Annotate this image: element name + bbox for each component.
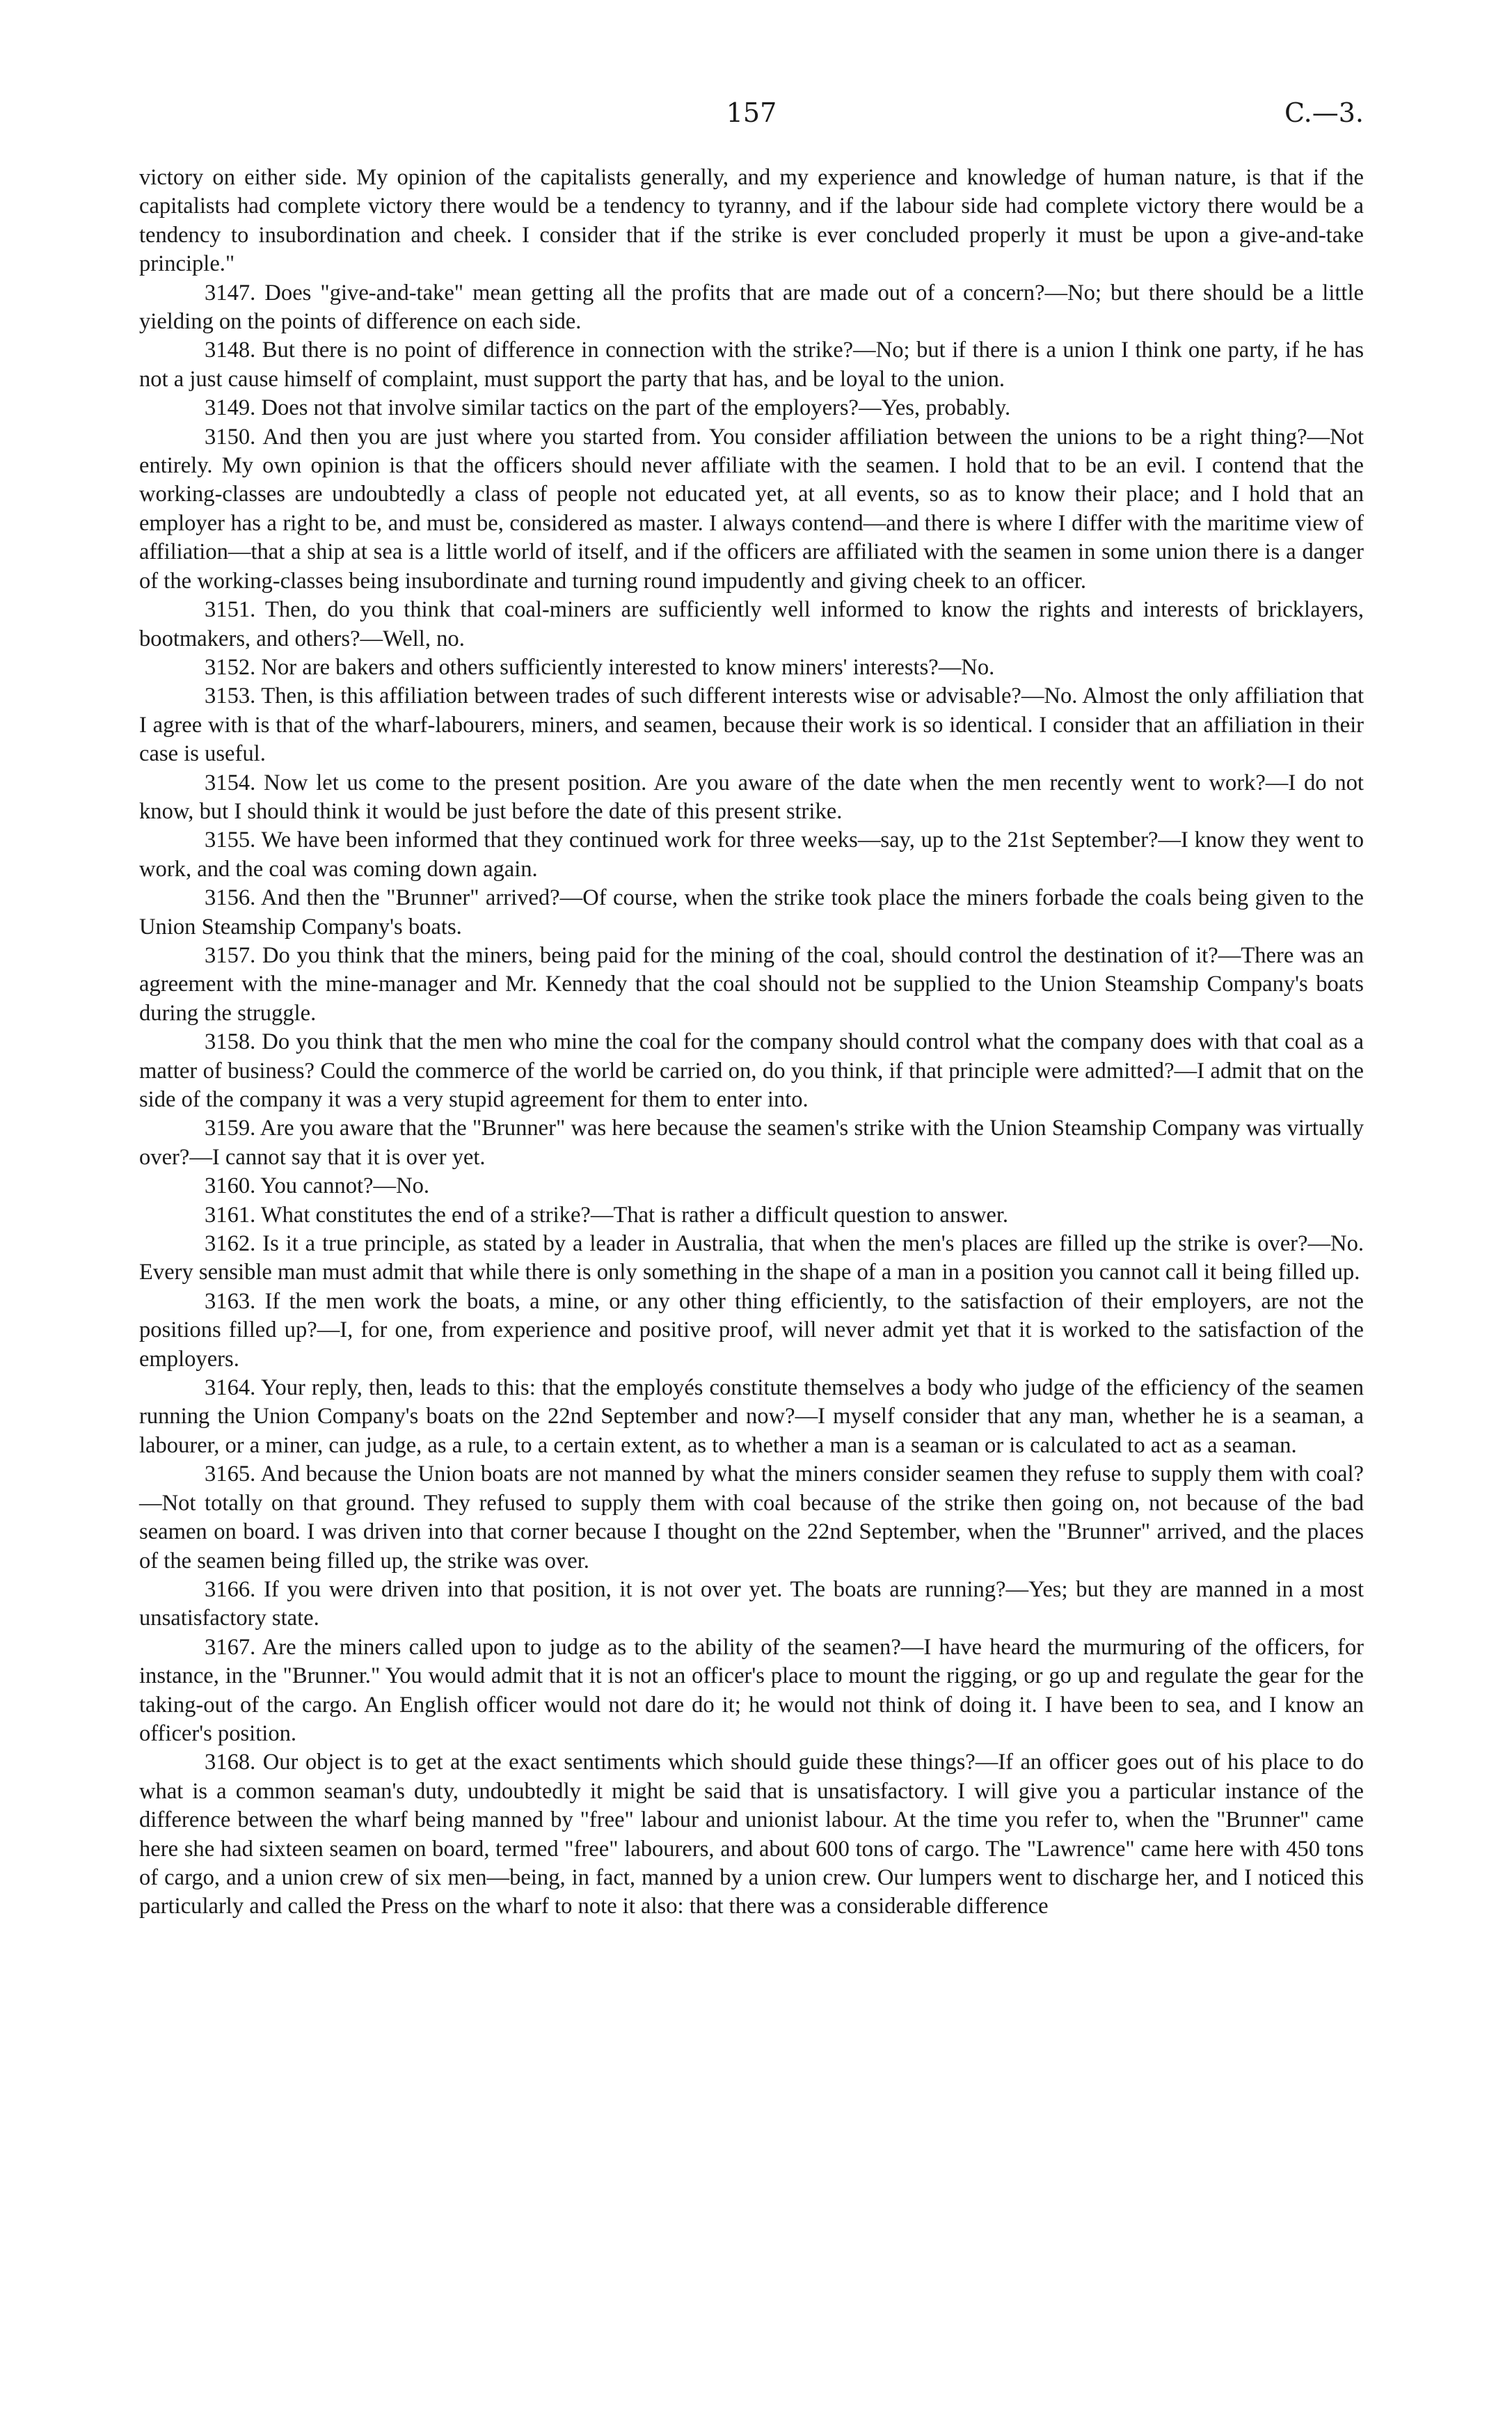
question-3165: 3165. And because the Union boats are not manned by what the miners consider seamen they refuse to supply them with coal?—Not totally on that ground. They refused to supply them with coal because of the strike then going on, not because of the bad seamen on board. I was driven into that corner because I thought on the 22nd September, when the "Brunner" arrived, and the places of the seamen being filled up, the strike was over. — [139, 1461, 1364, 1574]
question-3158: 3158. Do you think that the men who mine the coal for the company should control what the company does with that coal as a matter of business? Could the commerce of the world be carried on, do you think, if that principle were admitted?—I admit that on the side of the company it was a very stupid agreement for them to enter into. — [139, 1029, 1364, 1112]
question-3160: 3160. You cannot?—No. — [205, 1173, 430, 1199]
question-3152: 3152. Nor are bakers and others sufficiently interested to know miners' interests?—No. — [205, 654, 995, 680]
document-reference: C.—3. — [1284, 97, 1364, 128]
question-3154: 3154. Now let us come to the present position. Are you aware of the date when the men recently went to work?—I do not know, but I should think it would be just before the date of this present strike. — [139, 770, 1364, 824]
question-3151: 3151. Then, do you think that coal-miners are sufficiently well informed to know the rights and interests of bricklayers, bootmakers, and others?—Well, no. — [139, 597, 1364, 651]
question-3148: 3148. But there is no point of difference in connection with the strike?—No; but if there is a union I think one party, if he has not a just cause himself of complaint, must support the party that has, and be loyal to the union. — [139, 338, 1364, 392]
page-number: 157 — [726, 97, 777, 128]
question-3157: 3157. Do you think that the miners, being paid for the mining of the coal, should control the destination of it?—There was an agreement with the mine-manager and Mr. Kennedy that the coal should not be supplied to the Union Steamship Company's boats during the struggle. — [139, 942, 1364, 1026]
question-3149: 3149. Does not that involve similar tactics on the part of the employers?—Yes, probably. — [205, 395, 1011, 421]
question-3166: 3166. If you were driven into that position, it is not over yet. The boats are running?—Yes; but they are manned in a most unsatisfactory state. — [139, 1576, 1364, 1631]
question-3155: 3155. We have been informed that they continued work for three weeks—say, up to the 21st September?—I know they went to work, and the coal was coming down again. — [139, 827, 1364, 882]
question-3168: 3168. Our object is to get at the exact sentiments which should guide these things?—If an officer goes out of his place to do what is a common seaman's duty, undoubtedly it might be said that is unsatisfactory. I will give you a particular instance of the difference between the wharf being manned by "free" labour and unionist labour. At the time you refer to, when the "Brunner" came here she had sixteen seamen on board, termed "free" labourers, and about 600 tons of cargo. The "Lawrence" came here with 450 tons of cargo, and a union crew of six men—being, in fact, manned by a union crew. Our lumpers went to discharge her, and I noticed this particularly and called the Press on the wharf to note it also: that there was a considerable difference — [139, 1750, 1364, 1919]
question-3156: 3156. And then the "Brunner" arrived?—Of course, when the strike took place the miners forbade the coals being given to the Union Steamship Company's boats. — [139, 885, 1364, 940]
page-header — [139, 97, 1364, 139]
question-3164: 3164. Your reply, then, leads to this: that the employés constitute themselves a body who judge of the efficiency of the seamen running the Union Company's boats on the 22nd September and now?—I myself consider that any man, whether he is a seaman, a labourer, or a miner, can judge, as a rule, to a certain extent, as to whether a man is a seaman or is calculated to act as a seaman. — [139, 1375, 1364, 1458]
paragraph-continuation: victory on either side. My opinion of the capitalists generally, and my experience and knowledge of human nature, is that if the capitalists had complete victory there would be a tendency to tyranny, and if the labour side had complete victory there would be a tendency to insubordination and cheek. I consider that if the strike is ever concluded properly it must be upon a give-and-take principle." — [139, 165, 1364, 277]
question-3150: 3150. And then you are just where you started from. You consider affiliation between the unions to be a right thing?—Not entirely. My own opinion is that the officers should never affiliate with the seamen. I hold that to be an evil. I contend that the working-classes are undoubtedly a class of people not educated yet, at all events, so as to know their place; and I hold that an employer has a right to be, and must be, considered as master. I always contend—and there is where I differ with the maritime view of affiliation—that a ship at sea is a little world of itself, and if the officers are affiliated with the seamen in some union there is a danger of the working-classes being insubordinate and turning round impudently and giving cheek to an officer. — [139, 424, 1364, 594]
question-3153: 3153. Then, is this affiliation between trades of such different interests wise or advisable?—No. Almost the only affiliation that I agree with is that of the wharf-labourers, miners, and seamen, because their work is so identical. I consider that an affiliation in their case is useful. — [139, 683, 1364, 767]
question-3147: 3147. Does "give-and-take" mean getting all the profits that are made out of a concern?—No; but there should be a little yielding on the points of difference on each side. — [139, 280, 1364, 335]
question-3163: 3163. If the men work the boats, a mine, or any other thing efficiently, to the satisfaction of their employers, are not the positions filled up?—I, for one, from experience and positive proof, will never admit yet that it is worked to the satisfaction of the employers. — [139, 1288, 1364, 1372]
question-3162: 3162. Is it a true principle, as stated by a leader in Australia, that when the men's places are filled up the strike is over?—No. Every sensible man must admit that while there is only something in the shape of a man in a position you cannot call it being filled up. — [139, 1231, 1364, 1285]
question-3161: 3161. What constitutes the end of a strike?—That is rather a difficult question to answer. — [205, 1202, 1009, 1228]
question-3167: 3167. Are the miners called upon to judge as to the ability of the seamen?—I have heard the murmuring of the officers, for instance, in the "Brunner." You would admit that it is not an officer's place to mount the rigging, or go up and regulate the gear for the taking-out of the cargo. An English officer would not dare do it; he would not think of doing it. I have been to sea, and I know an officer's position. — [139, 1634, 1364, 1746]
body-text — [139, 164, 1364, 1921]
question-3159: 3159. Are you aware that the "Brunner" was here because the seamen's strike with the Union Steamship Company was virtually over?—I cannot say that it is over yet. — [139, 1116, 1364, 1170]
